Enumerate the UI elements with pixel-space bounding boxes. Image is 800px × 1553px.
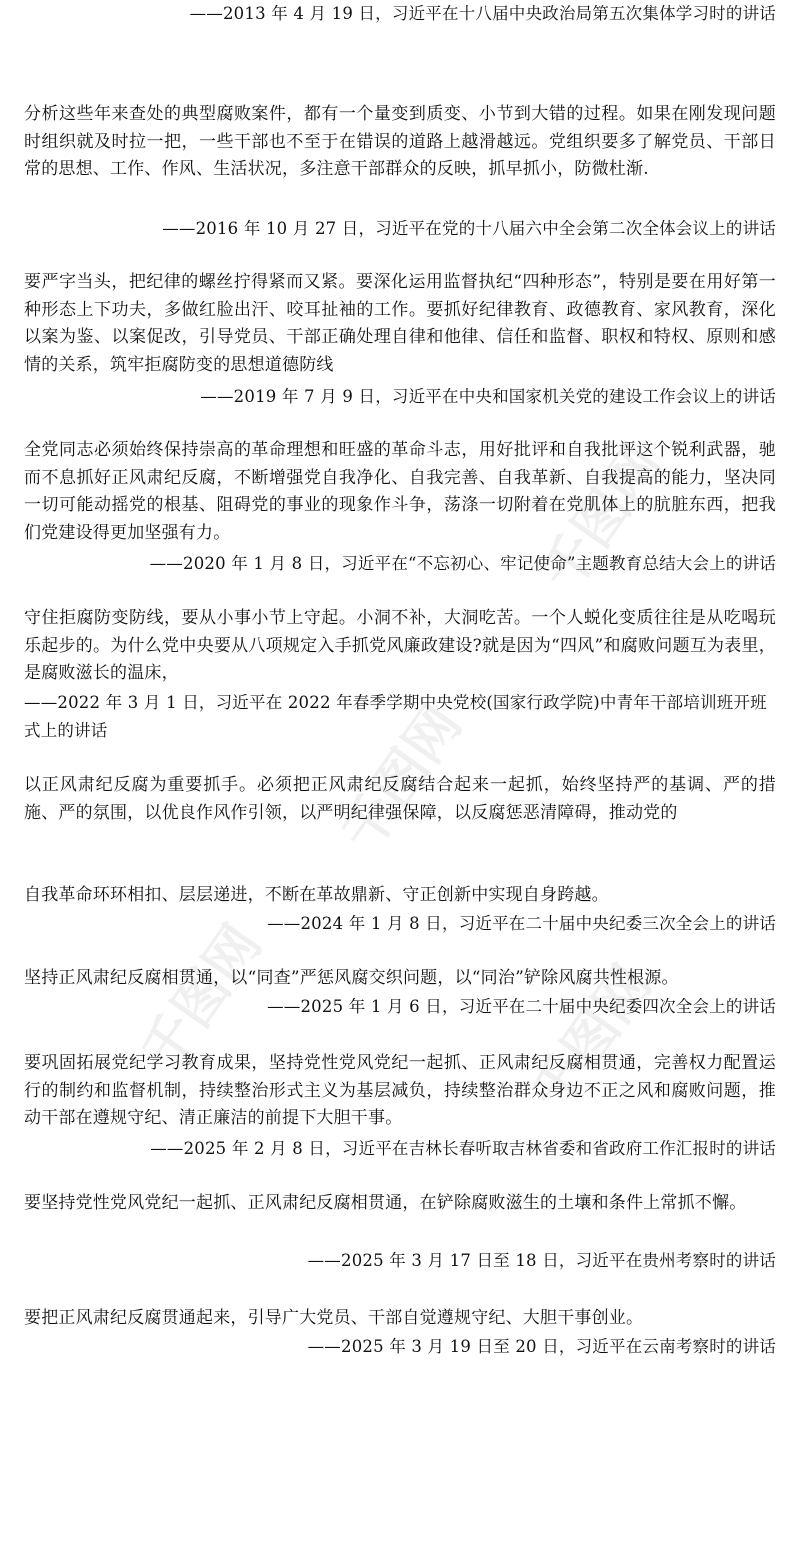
speech-quote: 以正风肃纪反腐为重要抓手。必须把正风肃纪反腐结合起来一起抓，始终坚持严的基调、严的措施、严的氛围，以优良作风作引领，以严明纪律强保障，以反腐惩恶清障碍，推动党的 bbox=[24, 775, 776, 823]
speech-source: ——2025 年 1 月 6 日，习近平在二十届中央纪委四次全会上的讲话 bbox=[267, 997, 776, 1016]
speech-quote: 要坚持党性党风党纪一起抓、正风肃纪反腐相贯通，在铲除腐败滋生的土壤和条件上常抓不懈。 bbox=[24, 1193, 747, 1213]
speech-quote: 要把正风肃纪反腐贯通起来，引导广大党员、干部自觉遵规守纪、大胆干事创业。 bbox=[24, 1308, 644, 1328]
speech-source: ——2013 年 4 月 19 日，习近平在十八届中央政治局第五次集体学习时的讲话 bbox=[189, 4, 776, 23]
speech-source: ——2020 年 1 月 8 日，习近平在“不忘初心、牢记使命”主题教育总结大会上的讲话 bbox=[149, 554, 776, 573]
speech-source: ——2025 年 3 月 19 日至 20 日，习近平在云南考察时的讲话 bbox=[307, 1337, 776, 1356]
watermark: 千图网 bbox=[529, 433, 674, 603]
speech-quote: 全党同志必须始终保持崇高的革命理想和旺盛的革命斗志，用好批评和自我批评这个锐利武器，驰而不息抓好正风肃纪反腐，不断增强党自我净化、自我完善、自我革新、自我提高的能力，坚决同一切可能动摇党的根基、阻碍党的事业的现象作斗争，荡涤一切附着在党肌体上的肮脏东西，把我们党建设得更加坚强有力。 bbox=[24, 440, 776, 543]
watermark: 千图网 bbox=[519, 953, 664, 1123]
speech-source: ——2022 年 3 月 1 日，习近平在 2022 年春季学期中央党校(国家行政学院)中青年干部培训班开班式上的讲话 bbox=[24, 693, 767, 740]
speech-source: ——2016 年 10 月 27 日，习近平在党的十八届六中全会第二次全体会议上的讲话 bbox=[162, 219, 776, 238]
speech-quote: 要严字当头，把纪律的螺丝拧得紧而又紧。要深化运用监督执纪“四种形态”，特别是要在用好第一种形态上下功夫，多做红脸出汗、咬耳扯袖的工作。要抓好纪律教育、政德教育、家风教育，深化以案为鉴、以案促改，引导党员、干部正确处理自律和他律、信任和监督、职权和特权、原则和感情的关系，筑牢拒腐防变的思想道德防线 bbox=[24, 272, 776, 375]
speech-quote: 坚持正风肃纪反腐相贯通，以“同查”严惩风腐交织问题，以“同治”铲除风腐共性根源。 bbox=[24, 968, 679, 988]
watermark: 千图网 bbox=[329, 693, 474, 863]
speech-quote: 分析这些年来查处的典型腐败案件，都有一个量变到质变、小节到大错的过程。如果在刚发现问题时组织就及时拉一把，一些干部也不至于在错误的道路上越滑越远。党组织要多了解党员、干部日常的思想、工作、作风、生活状况，多注意干部群众的反映，抓早抓小，防微杜渐. bbox=[24, 104, 776, 179]
speech-source: ——2019 年 7 月 9 日，习近平在中央和国家机关党的建设工作会议上的讲话 bbox=[200, 387, 776, 406]
speech-quote: 守住拒腐防变防线，要从小事小节上守起。小洞不补，大洞吃苦。一个人蜕化变质往往是从吃喝玩乐起步的。为什么党中央要从八项规定入手抓党风廉政建设?就是因为“四风”和腐败问题互为表里，是腐败滋长的温床， bbox=[24, 608, 776, 683]
speech-quote: 要巩固拓展党纪学习教育成果，坚持党性党风党纪一起抓、正风肃纪反腐相贯通，完善权力配置运行的制约和监督机制，持续整治形式主义为基层减负，持续整治群众身边不正之风和腐败问题，推动干部在遵规守纪、清正廉洁的前提下大胆干事。 bbox=[24, 1053, 776, 1128]
speech-source: ——2024 年 1 月 8 日，习近平在二十届中央纪委三次全会上的讲话 bbox=[267, 914, 776, 933]
speech-quote: 自我革命环环相扣、层层递进，不断在革故鼎新、守正创新中实现自身跨越。 bbox=[24, 885, 609, 905]
speech-source: ——2025 年 3 月 17 日至 18 日，习近平在贵州考察时的讲话 bbox=[307, 1251, 776, 1270]
watermark: 千图网 bbox=[129, 913, 274, 1083]
speech-source: ——2025 年 2 月 8 日，习近平在吉林长春听取吉林省委和省政府工作汇报时的讲话 bbox=[150, 1139, 776, 1158]
